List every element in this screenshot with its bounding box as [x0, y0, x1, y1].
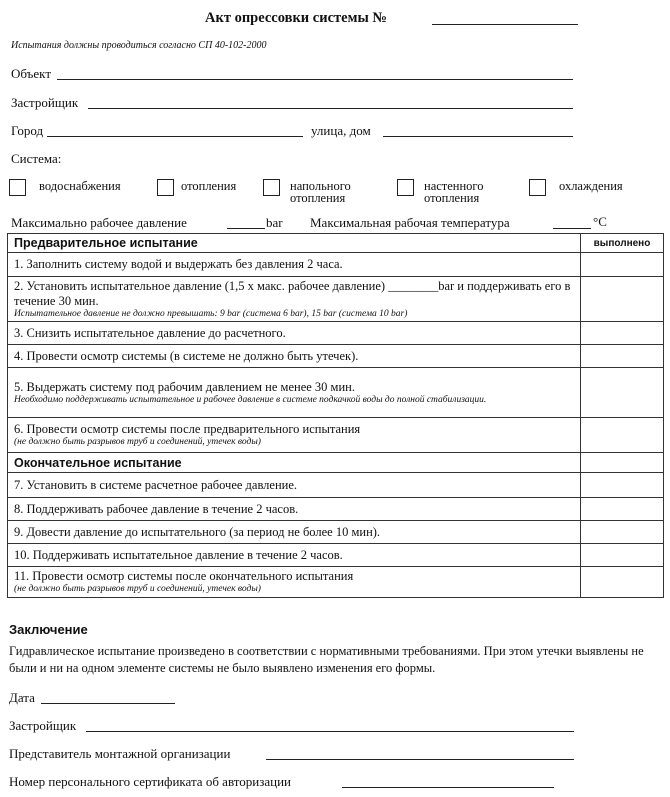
- step-text: 8. Поддерживать рабочее давление в течение 2 часов.: [14, 501, 299, 516]
- step-text: 7. Установить в системе расчетное рабочее давление.: [14, 477, 298, 492]
- step-note: Испытательное давление не должно превышать: 9 bar (система 6 bar), 15 bar (система 10 bar): [14, 308, 408, 319]
- wall-heating-checkbox[interactable]: [397, 179, 414, 196]
- step-text: 3. Снизить испытательное давление до расчетного.: [14, 325, 286, 340]
- step-note: (не должно быть разрывов труб и соединений, утечек воды): [14, 437, 261, 447]
- step-text: 4. Провести осмотр системы (в системе не должно быть утечек).: [14, 348, 359, 363]
- water-supply-option: водоснабжения: [39, 179, 121, 193]
- table-row: [8, 368, 664, 418]
- developer-sign-label: Застройщик: [9, 718, 77, 733]
- done-cell[interactable]: [581, 567, 664, 598]
- table-row: [8, 253, 664, 277]
- done-cell[interactable]: [581, 418, 664, 453]
- developer-sign-field[interactable]: [86, 731, 574, 732]
- installer-label: Представитель монтажной организации: [9, 746, 231, 761]
- done-cell[interactable]: [581, 521, 664, 544]
- done-cell[interactable]: [581, 368, 664, 418]
- cooling-option: охлаждения: [559, 179, 623, 193]
- table-row: [8, 418, 664, 453]
- final-header: Окончательное испытание: [8, 453, 581, 473]
- step-text: 6. Провести осмотр системы после предварительного испытания: [14, 422, 361, 436]
- step-note: (не должно быть разрывов труб и соединений, утечек воды): [14, 584, 261, 594]
- installer-field[interactable]: [266, 759, 574, 760]
- done-column-header: выполнено: [581, 234, 664, 253]
- wall-heating-option: настенного отопления: [424, 179, 484, 205]
- street-label: улица, дом: [311, 123, 371, 138]
- city-label: Город: [11, 123, 44, 138]
- table-row: [8, 498, 664, 521]
- table-row: [8, 277, 664, 322]
- step-text: 2. Установить испытательное давление (1,5 х макс. рабочее давление) ________bar и поддерживать его в течение 30 мин.: [14, 278, 571, 308]
- act-number-field[interactable]: [432, 24, 578, 25]
- date-field[interactable]: [41, 703, 175, 704]
- developer-label: Застройщик: [11, 95, 79, 110]
- table-row: [8, 473, 664, 498]
- cooling-checkbox[interactable]: [529, 179, 546, 196]
- max-pressure-label: Максимально рабочее давление: [11, 215, 187, 230]
- system-label: Система:: [11, 151, 62, 166]
- date-label: Дата: [9, 690, 35, 705]
- max-temp-unit: °С: [593, 214, 607, 229]
- done-cell[interactable]: [581, 544, 664, 567]
- floor-heating-checkbox[interactable]: [263, 179, 280, 196]
- heating-option: отопления: [181, 179, 237, 193]
- object-label: Объект: [11, 66, 51, 81]
- developer-field[interactable]: [88, 108, 573, 109]
- done-cell[interactable]: [581, 473, 664, 498]
- done-cell[interactable]: [581, 322, 664, 345]
- step-text: 5. Выдержать систему под рабочим давлением не менее 30 мин.: [14, 379, 355, 394]
- conclusion-title: Заключение: [9, 622, 88, 637]
- certificate-field[interactable]: [342, 787, 554, 788]
- table-row: [8, 544, 664, 567]
- max-temp-field[interactable]: [553, 228, 591, 229]
- standard-note: Испытания должны проводиться согласно СП 40-102-2000: [11, 40, 267, 51]
- done-cell[interactable]: [581, 277, 664, 322]
- preliminary-header-row: [8, 234, 664, 253]
- water-supply-checkbox[interactable]: [9, 179, 26, 196]
- conclusion-text: Гидравлическое испытание произведено в соответствии с нормативными требованиями. При этом утечки выявлены не были и ни на одном элементе системы не было выявлено изменения его формы.: [9, 644, 644, 675]
- step-text: 11. Провести осмотр системы после окончательного испытания: [14, 569, 354, 583]
- step-text: 1. Заполнить систему водой и выдержать без давления 2 часа.: [14, 257, 343, 271]
- certificate-label: Номер персонального сертификата об авторизации: [9, 774, 292, 789]
- street-field[interactable]: [383, 136, 573, 137]
- done-cell: [581, 453, 664, 473]
- step-text: 9. Довести давление до испытательного (за период не более 10 мин).: [14, 524, 381, 539]
- floor-heating-option: напольного отопления: [290, 179, 351, 205]
- object-field[interactable]: [57, 79, 573, 80]
- max-temp-label: Максимальная рабочая температура: [310, 215, 510, 230]
- done-cell[interactable]: [581, 253, 664, 277]
- final-header-row: [8, 453, 664, 473]
- step-text: 10. Поддерживать испытательное давление в течение 2 часов.: [14, 547, 343, 562]
- city-field[interactable]: [47, 136, 303, 137]
- max-pressure-field[interactable]: [227, 228, 265, 229]
- heating-checkbox[interactable]: [157, 179, 174, 196]
- table-row: [8, 322, 664, 345]
- done-cell[interactable]: [581, 345, 664, 368]
- table-row: [8, 567, 664, 598]
- max-pressure-unit: bar: [266, 215, 283, 230]
- done-cell[interactable]: [581, 498, 664, 521]
- preliminary-header: Предварительное испытание: [8, 234, 581, 253]
- table-row: [8, 345, 664, 368]
- document-title: Акт опрессовки системы №: [205, 10, 387, 26]
- test-table: [7, 233, 664, 598]
- step-note: Необходимо поддерживать испытательное и рабочее давление в системе подкачкой воды до полной стабилизации.: [14, 394, 487, 405]
- table-row: [8, 521, 664, 544]
